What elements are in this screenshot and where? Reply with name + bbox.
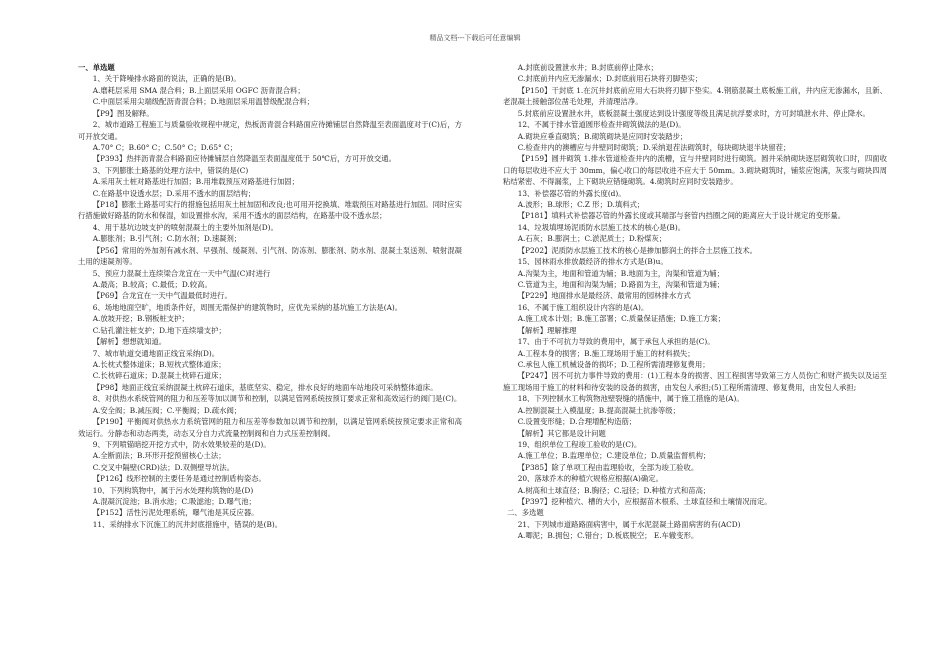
paragraph: 【P9】图及解释。 [92, 108, 154, 118]
paragraph: 8、对供热水系统管网的阻力和压差等加以调节和控制，以满足管网系统按预订要求正常和高效运行的阀门是(C)。 [92, 394, 462, 404]
paragraph: 3、下列膨胀土路基的处理方法中，错误的是(C) [92, 165, 249, 175]
paragraph: 4、用于基坑边坡支护的喷射混凝土的主要外加剂是(D)。 [92, 222, 278, 232]
paragraph: A.控制混凝土入模温度；B.提高混凝土抗渗等级； [517, 405, 680, 415]
paragraph: C.在路基中设透水层；D.采用不透水的面层结构； [92, 188, 256, 198]
paragraph: 【P56】常用的外加剂有减水剂、早强剂、缓凝剂、引气剂、防冻剂、膨胀剂、防水剂、混凝土泵送剂、喷射混凝土用的速凝剂等。 [78, 245, 462, 267]
paragraph: A.70° C；B.60° C；C.50° C；D.65° C； [92, 142, 237, 152]
paragraph: A.磨耗层采用 SMA 混合料；B.上面层采用 OGFC 沥青混合料； [92, 85, 305, 95]
paragraph: 【P126】线形控制的主要任务是通过控制盾构姿态。 [92, 474, 266, 484]
paragraph: 【P397】挖种植穴、槽的大小，应根据苗木根系、土球直径和土壤情况而定。 [517, 497, 772, 507]
paragraph: 5、预应力混凝土连续梁合龙宜在一天中气温(C)时进行 [92, 268, 271, 278]
paragraph: 9、下列喷锚暗挖开挖方式中，防水效果较差的是(D)。 [92, 439, 271, 449]
paragraph: A.砌块应垂直砌筑；B.砌筑砌块是应同时安装踏步； [517, 131, 688, 141]
paragraph: C.检查井内的澳槽应与井壁同时砌筑；D.采纳退茬法砌筑时，每块砌块退半块留茬； [517, 142, 791, 152]
paragraph: 17、由于不可抗力导致的费用中，属于承包人承担的是(C)。 [517, 337, 715, 347]
paragraph: 5.封底前应设置泄水井，底板混凝土强度达到设计强度等级且满足抗浮要求时，方可封填泄水井、停止降水。 [517, 108, 870, 118]
paragraph: 7、城市轨道交通地面正线宜采纳(D)。 [92, 348, 220, 358]
paragraph: 【P18】膨胀土路基可实行的措施包括用灰土桩加固和改良;也可用开挖换填、堆载预压对路基进行加固。同时应实行措施做好路基的防水和保湿，如设置排水沟，采用不透水的面层结构，在路基中设不透水层； [78, 200, 462, 221]
paragraph: A.沟渠为主，地面和管道为辅；B.地面为主，沟渠和管道为辅； [517, 268, 724, 278]
paragraph: C.管道为主，地面和沟渠为辅；D.路面为主，沟渠和管道为辅； [517, 280, 725, 290]
paragraph: 【P229】地面排水是最经济、最常用的园林排水方式 [517, 291, 691, 301]
paragraph: A.唧泥；B.拥包；C.错台；D.板底脱空； E.车辙变形。 [517, 531, 699, 541]
paragraph: 【P181】填料式补偿器芯管的外露长度或其端部与套管内挡圈之间的距离应大于设计规定的变形量。 [517, 211, 846, 221]
paragraph: 【P152】活性污泥处理系统，曝气池是其反应器。 [92, 508, 259, 518]
paragraph: A.石灰；B.膨润土；C.淤泥质土；D.粉煤灰； [517, 234, 667, 244]
paragraph: C.交叉中隔壁(CRD)法；D.双侧壁导坑法。 [92, 462, 234, 472]
paragraph: 【P393】热拌沥青混合料路面应待摊铺层自然降温至表面温度低于 50℃后，方可开放交通。 [92, 154, 396, 164]
paragraph: 21、下列城市道路路面病害中，属于水泥混凝土路面病害的有(ACD) [517, 519, 741, 529]
paragraph: 【P385】除了单项工程由监理验收，全部为竣工验收。 [517, 462, 699, 472]
paragraph: 18、下列控制水工构筑物池壁裂缝的措施中，属于施工措施的是(A)。 [517, 394, 744, 404]
paragraph: A.混凝沉淀池；B.消水池；C.吸滤池；D.曝气池； [92, 497, 256, 507]
paragraph: 14、垃圾填埋场泥质防水层施工技术的核心是(B)。 [517, 222, 686, 232]
paragraph: A.膨胀剂；B.引气剂；C.防水剂；D.速凝剂； [92, 234, 242, 244]
paragraph: A.工程本身的损害；B.施工现场用于施工的材料损失； [517, 348, 695, 358]
paragraph: C.长枕碎石道床；D.混凝土枕碎石道床； [92, 371, 226, 381]
paragraph: A.放坡开挖；B.钢板桩支护； [92, 314, 189, 324]
page-header: 精品文档---下载后可任意编辑 [429, 34, 521, 42]
paragraph: A.全断面法；B.环形开挖预留核心土法； [92, 451, 226, 461]
paragraph: 6、场地地面空旷，地质条件好，周围无需保护的建筑物时，应优先采纳的基坑施工方法是(A)。 [92, 302, 403, 312]
paragraph: C.钻孔灌注桩支护；D.地下连续墙支护； [92, 325, 226, 335]
paragraph: 19、组织单位工程竣工验收的是(C)。 [517, 439, 642, 449]
paragraph: C.设置变形缝；D.合理增配构造筋； [517, 417, 637, 427]
paragraph: A.封底前设置泄水井；B.封底前停止降水； [517, 63, 658, 72]
paragraph: 【P247】因不可抗力事件导致的费用：(1)工程本身的损害、因工程损害导致第三方人员伤亡和财产损失以及运至施工现场用于施工的材料和待安装的设备的损害，由发包人承担;(5)工程所需清理、修复费用，由发包人承担; [503, 371, 887, 392]
paragraph: 【P190】平衡阀对供热水力系统管网的阻力和压差等参数加以调节和控制，以满足管网系统按预定要求正常和高效运行。分静态和动态两类，动态又分自力式流量控制阀和自力式压差控制阀。 [78, 417, 462, 438]
right-column [503, 62, 887, 542]
paragraph: C.承包人施工机械设备的损坏；D.工程所需清理修复费用； [517, 359, 710, 369]
section-heading: 二、多选题 [507, 508, 544, 518]
paragraph: A.施工成本计划；B.施工部署；C.质量保证措施；D.施工方案； [517, 314, 725, 324]
paragraph: 2、城市道路工程施工与质量验收规程中规定，热板沥青混合料路面应待摊铺层自然降温至表面温度对于(C)后，方可开放交通。 [78, 120, 462, 141]
paragraph: 【解析】其它都是设计问题 [517, 428, 606, 438]
left-column [78, 62, 462, 530]
paragraph: A.最高；B.较高；C.最低；D.较高。 [92, 280, 212, 290]
paragraph: A.波形；B.球形；C.Z 形；D.填料式； [517, 200, 645, 210]
paragraph: 【P69】合龙宜在一天中气温最低时进行。 [92, 291, 232, 301]
paragraph: 【P150】干封底 1.在沉井封底前应用大石块将刃脚下垫实。4.钢筋混凝土底板施工前，井内应无渗漏水，且新、老混凝土接触部位凿毛处理，并清理洁净。 [503, 85, 887, 107]
paragraph: 12、不属于排水管道圆形检查井砌筑做法的是(D)。 [517, 120, 686, 130]
paragraph: 10、下列构筑物中，属于污水处理构筑物的是(D) [92, 485, 254, 495]
paragraph: 13、补偿器芯管的外露长度(d)。 [517, 188, 626, 198]
paragraph: A.树高和土球直径；B.胸径；C.冠径；D.种植方式和苗高； [517, 485, 711, 495]
paragraph: 1、关于降噪排水路面的说法，正确的是(B)。 [92, 74, 241, 84]
paragraph: 11、采纳排水下沉施工的沉井封底措施中，错误的是(B)。 [92, 519, 283, 529]
paragraph: 【解析】想想就知道。 [92, 337, 167, 347]
paragraph: 20、落球乔木的种植穴规格应根据(A)确定。 [517, 474, 663, 484]
section-heading: 一、单选题 [78, 63, 115, 72]
paragraph: A.采用灰土桩对路基进行加固；B.用堆载预压对路基进行加固； [92, 177, 299, 187]
paragraph: 15、园林雨水排放最经济的排水方式是(B)u。 [517, 257, 668, 267]
paragraph: 【P202】泥质防水层施工技术的核心是掺加膨润土的拌合土层施工技术。 [517, 245, 757, 255]
paragraph: 【解析】理解推理 [517, 325, 577, 335]
paragraph: A.安全阀；B.减压阀；C.平衡阀；D.疏水阀； [92, 405, 242, 415]
paragraph: 【P159】圆井砌筑 1.排水管道检查井内的流槽，宜与井壁同时进行砌筑。圆井采纳砌块逐层砌筑收口时，四面收口的每层收进不应大于 30mm，偏心收口的每层收进不应大于 50mm。3.砌块砌筑时，铺浆应饱满，灰浆与砌块四周粘结紧密、不得漏浆，上下砌块应错缝砌筑。4.砌筑时应同时安装踏步。 [503, 154, 887, 187]
paragraph: C.中面层采用尖端级配沥青混合料；D.地面层采用温替级配混合料； [92, 97, 314, 107]
paragraph: 16、不属于施工组织设计内容的是(A)。 [517, 302, 649, 312]
paragraph: C.封底前井内应无渗漏水；D.封底前用石块将刃脚垫实； [517, 74, 703, 84]
paragraph: A.施工单位；B.监理单位；C.建设单位；D.质量监督机构； [517, 451, 711, 461]
paragraph: A.长枕式整体道床；B.短枕式整体道床； [92, 359, 226, 369]
paragraph: 【P98】地面正线宜采纳混凝土枕碎石道床，基底坚实、稳定，排水良好的地面车站地段可采纳整体道床。 [92, 382, 438, 392]
